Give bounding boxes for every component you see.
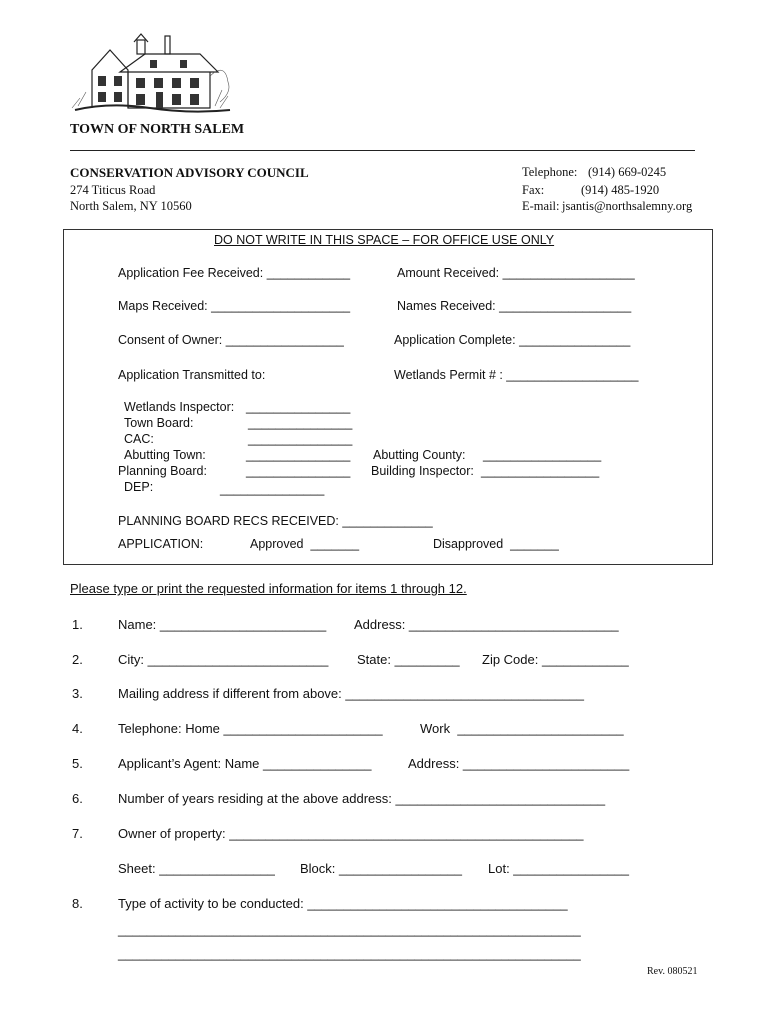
cac-blank: _______________	[248, 432, 353, 446]
wetlands-permit-field: Wetlands Permit # : ___________________	[394, 368, 639, 382]
dep-label: DEP:	[124, 480, 154, 494]
building-inspector-label: Building Inspector:	[371, 464, 474, 478]
office-use-title: DO NOT WRITE IN THIS SPACE – FOR OFFICE USE ONLY	[214, 233, 555, 247]
town-board-label: Town Board:	[124, 416, 194, 430]
town-board-blank: _______________	[248, 416, 353, 430]
owner-of-property-field[interactable]: Owner of property: _________________________________________________	[118, 826, 584, 841]
item-number: 6.	[72, 791, 83, 806]
consent-of-owner-field: Consent of Owner: _________________	[118, 333, 344, 347]
town-title: TOWN OF NORTH SALEM	[70, 122, 245, 137]
item-number: 2.	[72, 652, 83, 667]
town-hall-logo	[70, 32, 235, 117]
planning-board-blank: _______________	[246, 464, 351, 478]
agent-name-field[interactable]: Applicant’s Agent: Name _______________	[118, 756, 372, 771]
item-number: 7.	[72, 826, 83, 841]
amount-received-field: Amount Received: ___________________	[397, 266, 635, 280]
lot-field[interactable]: Lot: ________________	[488, 861, 629, 876]
telephone-value: (914) 669-0245	[588, 165, 667, 179]
planning-board-label: Planning Board:	[118, 464, 207, 478]
activity-type-field[interactable]: Type of activity to be conducted: ____________________________________	[118, 896, 568, 911]
address-line-2: North Salem, NY 10560	[70, 199, 192, 213]
building-inspector-blank: _________________	[481, 464, 600, 478]
wetlands-inspector-label: Wetlands Inspector:	[124, 400, 235, 414]
wetlands-inspector-blank: _______________	[246, 400, 351, 414]
item-number: 5.	[72, 756, 83, 771]
item-number: 4.	[72, 721, 83, 736]
email-value: jsantis@northsalemny.org	[562, 199, 693, 213]
header-divider	[70, 150, 695, 151]
abutting-county-blank: _________________	[483, 448, 602, 462]
activity-line-1[interactable]: ________________________________________________________________	[118, 922, 581, 937]
years-residing-field[interactable]: Number of years residing at the above address: _____________________________	[118, 791, 606, 806]
email-label: E-mail:	[522, 199, 560, 213]
zip-code-field[interactable]: Zip Code: ____________	[482, 652, 629, 667]
abutting-county-label: Abutting County:	[373, 448, 466, 462]
activity-line-2[interactable]: ________________________________________________________________	[118, 946, 581, 961]
address-field[interactable]: Address: _____________________________	[354, 617, 619, 632]
fax-label: Fax:	[522, 183, 545, 197]
block-field[interactable]: Block: _________________	[300, 861, 462, 876]
council-name: CONSERVATION ADVISORY COUNCIL	[70, 165, 309, 180]
planning-board-recs-field: PLANNING BOARD RECS RECEIVED: _____________	[118, 514, 433, 528]
name-field[interactable]: Name: _______________________	[118, 617, 327, 632]
cac-label: CAC:	[124, 432, 154, 446]
fax-value: (914) 485-1920	[581, 183, 660, 197]
disapproved-field: Disapproved _______	[433, 537, 559, 551]
abutting-town-blank: _______________	[246, 448, 351, 462]
instructions: Please type or print the requested information for items 1 through 12.	[70, 581, 467, 596]
state-field[interactable]: State: _________	[357, 652, 460, 667]
abutting-town-label: Abutting Town:	[124, 448, 206, 462]
agent-address-field[interactable]: Address: _______________________	[408, 756, 630, 771]
maps-received-field: Maps Received: ____________________	[118, 299, 351, 313]
item-number: 3.	[72, 686, 83, 701]
revision-label: Rev. 080521	[647, 966, 698, 977]
sheet-field[interactable]: Sheet: ________________	[118, 861, 275, 876]
transmitted-to-label: Application Transmitted to:	[118, 368, 266, 382]
item-number: 8.	[72, 896, 83, 911]
telephone-home-field[interactable]: Telephone: Home ______________________	[118, 721, 383, 736]
telephone-work-field[interactable]: Work _______________________	[420, 721, 624, 736]
address-line-1: 274 Titicus Road	[70, 183, 156, 197]
names-received-field: Names Received: ___________________	[397, 299, 632, 313]
application-complete-field: Application Complete: ________________	[394, 333, 631, 347]
telephone-label: Telephone:	[522, 165, 578, 179]
city-field[interactable]: City: _________________________	[118, 652, 329, 667]
approved-field: Approved _______	[250, 537, 360, 551]
application-fee-field: Application Fee Received: ____________	[118, 266, 351, 280]
mailing-address-field[interactable]: Mailing address if different from above: _________________________________	[118, 686, 584, 701]
item-number: 1.	[72, 617, 83, 632]
dep-blank: _______________	[220, 482, 325, 496]
application-status-label: APPLICATION:	[118, 537, 204, 551]
